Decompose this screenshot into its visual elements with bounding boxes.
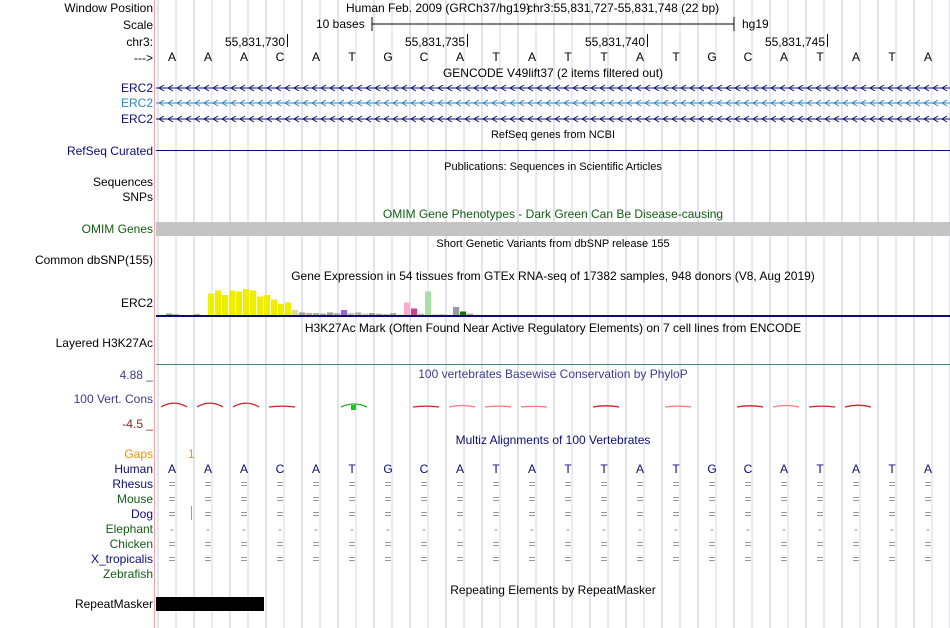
reference-base: T xyxy=(348,50,356,64)
aligned-match: = xyxy=(456,537,464,551)
aligned-match: = xyxy=(888,537,896,551)
phylop-score-mark xyxy=(737,406,763,407)
aligned-match: = xyxy=(816,477,824,491)
coord-tick-mark xyxy=(467,34,468,47)
species-alignment-row[interactable] xyxy=(156,552,950,566)
aligned-match: = xyxy=(384,507,392,521)
refseq-title[interactable]: RefSeq genes from NCBI xyxy=(490,129,616,141)
aligned-match: = xyxy=(564,507,572,521)
aligned-base: A xyxy=(203,462,212,476)
aligned-match: = xyxy=(744,537,752,551)
aligned-match: = xyxy=(204,552,212,566)
aligned-match: - xyxy=(170,522,174,536)
reference-base: A xyxy=(455,50,464,64)
aligned-match: - xyxy=(746,522,750,536)
aligned-match: - xyxy=(206,522,210,536)
reference-base: A xyxy=(203,50,212,64)
phylop-conservation-plot[interactable] xyxy=(156,370,950,430)
aligned-match: = xyxy=(852,477,860,491)
aligned-match: = xyxy=(276,537,284,551)
gtex-tissue-bar xyxy=(271,300,277,317)
aligned-match: = xyxy=(852,492,860,506)
aligned-match: = xyxy=(780,492,788,506)
species-label[interactable]: Elephant xyxy=(105,522,153,536)
aligned-match: = xyxy=(600,552,608,566)
aligned-match: = xyxy=(276,477,284,491)
aligned-match: = xyxy=(312,507,320,521)
aligned-match: = xyxy=(564,477,572,491)
aligned-match: = xyxy=(708,477,716,491)
species-alignment-row[interactable] xyxy=(156,477,950,491)
aligned-base: T xyxy=(600,462,608,476)
aligned-base: G xyxy=(707,462,717,476)
coord-tick-label: 55,831,730 xyxy=(224,35,285,49)
aligned-match: = xyxy=(852,552,860,566)
aligned-match: = xyxy=(600,492,608,506)
aligned-base: A xyxy=(779,462,788,476)
aligned-base: A xyxy=(851,462,860,476)
aligned-match: = xyxy=(888,507,896,521)
species-label[interactable]: Human xyxy=(114,462,153,476)
h3k27ac-baseline xyxy=(156,364,950,365)
reference-base: T xyxy=(600,50,608,64)
gtex-label[interactable]: ERC2 xyxy=(120,296,153,310)
aligned-match: = xyxy=(492,552,500,566)
gencode-transcripts[interactable] xyxy=(156,80,950,126)
aligned-match: = xyxy=(708,552,716,566)
scale-bar xyxy=(370,16,736,32)
aligned-match: - xyxy=(458,522,462,536)
aligned-match: = xyxy=(600,477,608,491)
omim-gene-bar[interactable] xyxy=(156,222,950,236)
repeatmasker-element[interactable] xyxy=(156,597,264,611)
reference-base: A xyxy=(527,50,536,64)
gtex-tissue-bar xyxy=(250,291,256,317)
aligned-match: = xyxy=(564,552,572,566)
insertion-marker xyxy=(191,506,192,520)
aligned-match: = xyxy=(312,492,320,506)
gtex-tissue-bar xyxy=(257,297,263,317)
aligned-match: = xyxy=(780,477,788,491)
aligned-base: A xyxy=(923,462,932,476)
phylop-max-value: 4.88 _ xyxy=(119,368,153,382)
species-label[interactable]: Zebrafish xyxy=(102,567,153,581)
aligned-match: = xyxy=(852,537,860,551)
aligned-match: = xyxy=(780,552,788,566)
aligned-base: A xyxy=(167,462,176,476)
phylop-min-value: -4.5 _ xyxy=(122,417,153,431)
aligned-match: = xyxy=(492,477,500,491)
coord-tick-label: 55,831,740 xyxy=(584,35,645,49)
species-alignment-row[interactable] xyxy=(156,492,950,506)
aligned-match: = xyxy=(816,552,824,566)
gtex-tissue-bar xyxy=(453,307,459,316)
scale-label: Scale xyxy=(122,18,153,32)
position-readout: chr3:55,831,727-55,831,748 (22 bp) xyxy=(527,1,720,15)
aligned-match: = xyxy=(348,507,356,521)
aligned-match: = xyxy=(528,507,536,521)
coord-tick-mark xyxy=(287,34,288,47)
aligned-match: = xyxy=(528,492,536,506)
multiz-gaps-label[interactable]: Gaps xyxy=(124,447,153,461)
species-alignment-row[interactable] xyxy=(156,537,950,551)
aligned-base: T xyxy=(816,462,824,476)
aligned-match: - xyxy=(854,522,858,536)
reference-base: A xyxy=(779,50,788,64)
aligned-match: = xyxy=(240,537,248,551)
aligned-match: = xyxy=(636,507,644,521)
aligned-match: = xyxy=(276,552,284,566)
aligned-match: = xyxy=(924,492,932,506)
reference-base: A xyxy=(167,50,176,64)
gencode-title[interactable]: GENCODE V49lift37 (2 items filtered out) xyxy=(442,66,664,80)
aligned-match: = xyxy=(528,537,536,551)
aligned-match: = xyxy=(420,537,428,551)
gtex-tissue-bar xyxy=(411,309,417,317)
phylop-score-mark xyxy=(161,403,187,407)
aligned-base: C xyxy=(743,462,753,476)
aligned-match: = xyxy=(168,552,176,566)
aligned-base: C xyxy=(419,462,429,476)
gtex-tissue-bar xyxy=(222,295,228,316)
aligned-match: = xyxy=(312,552,320,566)
reference-base: A xyxy=(923,50,932,64)
aligned-match: - xyxy=(422,522,426,536)
reference-base: T xyxy=(564,50,572,64)
aligned-base: A xyxy=(527,462,536,476)
aligned-base: G xyxy=(383,462,393,476)
gencode-label-3[interactable]: ERC2 xyxy=(120,112,153,126)
aligned-match: = xyxy=(456,507,464,521)
aligned-base: A xyxy=(311,462,320,476)
reference-base: C xyxy=(275,50,285,64)
gtex-tissue-bar xyxy=(229,291,235,317)
aligned-match: = xyxy=(384,552,392,566)
aligned-match: = xyxy=(708,507,716,521)
aligned-match: = xyxy=(348,552,356,566)
aligned-match: = xyxy=(780,507,788,521)
phylop-score-mark xyxy=(233,403,259,407)
species-label[interactable]: Dog xyxy=(130,507,153,521)
aligned-match: = xyxy=(384,477,392,491)
aligned-match: = xyxy=(636,552,644,566)
coord-tick-mark xyxy=(647,34,648,47)
aligned-match: = xyxy=(204,492,212,506)
aligned-match: = xyxy=(924,477,932,491)
reference-base: A xyxy=(635,50,644,64)
aligned-match: = xyxy=(240,492,248,506)
aligned-match: = xyxy=(276,507,284,521)
reference-base: A xyxy=(239,50,248,64)
reference-base: G xyxy=(707,50,717,64)
phylop-score-mark xyxy=(269,406,295,407)
aligned-match: = xyxy=(384,537,392,551)
aligned-match: - xyxy=(674,522,678,536)
publications-label-sequences[interactable]: Sequences xyxy=(92,175,153,189)
aligned-base: A xyxy=(239,462,248,476)
aligned-match: - xyxy=(386,522,390,536)
aligned-match: - xyxy=(710,522,714,536)
aligned-match: = xyxy=(816,537,824,551)
gtex-tissue-bar xyxy=(208,294,214,317)
label-divider[interactable] xyxy=(154,0,155,628)
aligned-base: A xyxy=(635,462,644,476)
aligned-match: = xyxy=(672,492,680,506)
aligned-base: C xyxy=(275,462,285,476)
dbsnp-title[interactable]: Short Genetic Variants from dbSNP release 155 xyxy=(436,238,670,250)
gtex-tissue-bar xyxy=(404,303,410,317)
phylop-label[interactable]: 100 Vert. Cons xyxy=(73,392,153,406)
dbsnp-label[interactable]: Common dbSNP(155) xyxy=(34,253,153,267)
scale-bases: 10 bases xyxy=(316,17,365,31)
reference-base: G xyxy=(383,50,393,64)
coord-tick-label: 55,831,745 xyxy=(764,35,825,49)
reference-base: T xyxy=(492,50,500,64)
h3k27ac-title[interactable]: H3K27Ac Mark (Often Found Near Active Regulatory Elements) on 7 cell lines from ENCODE xyxy=(304,321,802,335)
phylop-score-mark xyxy=(593,406,619,407)
publications-label-snps[interactable]: SNPs xyxy=(122,190,153,204)
reference-base: T xyxy=(672,50,680,64)
aligned-match: = xyxy=(924,552,932,566)
aligned-match: - xyxy=(278,522,282,536)
gtex-tissue-bar xyxy=(425,291,431,316)
aligned-match: - xyxy=(314,522,318,536)
aligned-match: = xyxy=(852,507,860,521)
phylop-score-mark xyxy=(449,406,475,408)
species-label[interactable]: Rhesus xyxy=(112,477,153,491)
phylop-score-mark xyxy=(521,406,547,407)
repeatmasker-label[interactable]: RepeatMasker xyxy=(74,597,153,611)
aligned-match: = xyxy=(492,492,500,506)
multiz-gap-marker[interactable]: 1 xyxy=(188,447,195,461)
phylop-score-mark xyxy=(413,406,439,407)
refseq-label[interactable]: RefSeq Curated xyxy=(66,144,153,158)
strand-label: ---> xyxy=(134,51,153,65)
aligned-match: = xyxy=(672,507,680,521)
aligned-match: = xyxy=(204,537,212,551)
phylop-score-mark xyxy=(485,406,511,407)
aligned-match: = xyxy=(456,477,464,491)
gencode-label-1[interactable]: ERC2 xyxy=(120,81,153,95)
aligned-match: = xyxy=(708,492,716,506)
phylop-title[interactable]: 100 vertebrates Basewise Conservation by PhyloP xyxy=(418,367,688,381)
species-label[interactable]: X_tropicalis xyxy=(90,552,153,566)
aligned-match: = xyxy=(168,537,176,551)
aligned-base: T xyxy=(492,462,500,476)
aligned-match: = xyxy=(744,552,752,566)
aligned-match: = xyxy=(564,537,572,551)
gtex-tissue-bar xyxy=(285,303,291,317)
aligned-match: = xyxy=(564,492,572,506)
aligned-match: = xyxy=(924,537,932,551)
reference-base: T xyxy=(888,50,896,64)
aligned-match: = xyxy=(888,552,896,566)
gtex-tissue-bar xyxy=(264,295,270,316)
gtex-tissue-bar xyxy=(243,289,249,316)
species-label[interactable]: Chicken xyxy=(109,537,153,551)
aligned-match: = xyxy=(636,492,644,506)
aligned-match: = xyxy=(420,507,428,521)
species-alignment-row[interactable] xyxy=(156,462,950,476)
aligned-match: - xyxy=(890,522,894,536)
aligned-base: T xyxy=(564,462,572,476)
reference-base: A xyxy=(851,50,860,64)
reference-base: C xyxy=(419,50,429,64)
aligned-match: = xyxy=(888,492,896,506)
omim-title[interactable]: OMIM Gene Phenotypes - Dark Green Can Be Disease-causing xyxy=(382,207,724,221)
reference-base: C xyxy=(743,50,753,64)
aligned-match: = xyxy=(672,477,680,491)
aligned-base: T xyxy=(348,462,356,476)
aligned-match: - xyxy=(782,522,786,536)
scale-assembly: hg19 xyxy=(742,17,769,31)
aligned-match: = xyxy=(456,552,464,566)
aligned-match: = xyxy=(168,492,176,506)
aligned-match: = xyxy=(492,507,500,521)
aligned-match: = xyxy=(204,507,212,521)
aligned-match: = xyxy=(240,507,248,521)
species-label[interactable]: Mouse xyxy=(116,492,153,506)
aligned-match: - xyxy=(818,522,822,536)
aligned-match: = xyxy=(744,492,752,506)
aligned-match: = xyxy=(348,492,356,506)
aligned-match: = xyxy=(384,492,392,506)
gtex-tissue-bar xyxy=(278,304,284,316)
aligned-match: = xyxy=(816,507,824,521)
window-position-label: Window Position xyxy=(64,1,153,15)
aligned-match: = xyxy=(456,492,464,506)
aligned-match: = xyxy=(528,477,536,491)
aligned-match: = xyxy=(420,492,428,506)
aligned-match: = xyxy=(312,477,320,491)
aligned-match: - xyxy=(602,522,606,536)
phylop-score-mark xyxy=(197,403,223,407)
aligned-match: - xyxy=(566,522,570,536)
gtex-expression-chart[interactable] xyxy=(156,284,950,318)
aligned-match: = xyxy=(528,552,536,566)
aligned-match: = xyxy=(204,477,212,491)
phylop-score-mark xyxy=(809,406,835,407)
coord-tick-label: 55,831,735 xyxy=(404,35,465,49)
aligned-match: = xyxy=(636,537,644,551)
aligned-match: = xyxy=(816,492,824,506)
aligned-match: = xyxy=(708,537,716,551)
gtex-title[interactable]: Gene Expression in 54 tissues from GTEx RNA-seq of 17382 samples, 948 donors (V8, Aug 2019) xyxy=(291,269,815,283)
aligned-match: - xyxy=(350,522,354,536)
aligned-match: = xyxy=(492,537,500,551)
gtex-tissue-bar xyxy=(215,291,221,317)
aligned-match: - xyxy=(494,522,498,536)
phylop-score-mark xyxy=(665,406,691,407)
aligned-match: = xyxy=(672,537,680,551)
aligned-match: = xyxy=(600,537,608,551)
aligned-match: = xyxy=(168,477,176,491)
species-alignment-row[interactable] xyxy=(156,507,950,521)
aligned-base: T xyxy=(672,462,680,476)
aligned-match: = xyxy=(600,507,608,521)
aligned-match: = xyxy=(744,477,752,491)
reference-sequence[interactable] xyxy=(156,50,950,64)
aligned-match: = xyxy=(672,552,680,566)
aligned-base: T xyxy=(888,462,896,476)
aligned-match: = xyxy=(744,507,752,521)
aligned-match: - xyxy=(638,522,642,536)
publications-title[interactable]: Publications: Sequences in Scientific Articles xyxy=(444,161,662,173)
coord-tick-mark xyxy=(827,34,828,47)
aligned-match: = xyxy=(240,552,248,566)
aligned-match: - xyxy=(530,522,534,536)
aligned-match: = xyxy=(636,477,644,491)
h3k27ac-label[interactable]: Layered H3K27Ac xyxy=(55,336,153,350)
assembly-title: Human Feb. 2009 (GRCh37/hg19) xyxy=(346,1,531,15)
aligned-match: = xyxy=(420,477,428,491)
omim-label[interactable]: OMIM Genes xyxy=(81,222,153,236)
chrom-label: chr3: xyxy=(126,35,153,49)
aligned-match: = xyxy=(276,492,284,506)
reference-base: A xyxy=(311,50,320,64)
aligned-match: = xyxy=(348,537,356,551)
refseq-transcript-line[interactable] xyxy=(156,150,950,151)
aligned-match: = xyxy=(780,537,788,551)
multiz-title[interactable]: Multiz Alignments of 100 Vertebrates xyxy=(455,433,651,447)
phylop-score-block xyxy=(351,405,356,410)
aligned-match: = xyxy=(924,507,932,521)
aligned-match: = xyxy=(312,537,320,551)
aligned-base: A xyxy=(455,462,464,476)
phylop-score-mark xyxy=(845,405,871,407)
aligned-match: - xyxy=(242,522,246,536)
species-alignment-row[interactable] xyxy=(156,522,950,536)
repeatmasker-title[interactable]: Repeating Elements by RepeatMasker xyxy=(450,583,656,597)
gencode-label-2[interactable]: ERC2 xyxy=(120,96,153,110)
phylop-score-mark xyxy=(773,406,799,408)
aligned-match: = xyxy=(168,507,176,521)
aligned-match: = xyxy=(240,477,248,491)
reference-base: T xyxy=(816,50,824,64)
aligned-match: = xyxy=(348,477,356,491)
aligned-match: = xyxy=(420,552,428,566)
aligned-match: = xyxy=(888,477,896,491)
gtex-tissue-bar xyxy=(236,291,242,316)
aligned-match: - xyxy=(926,522,930,536)
